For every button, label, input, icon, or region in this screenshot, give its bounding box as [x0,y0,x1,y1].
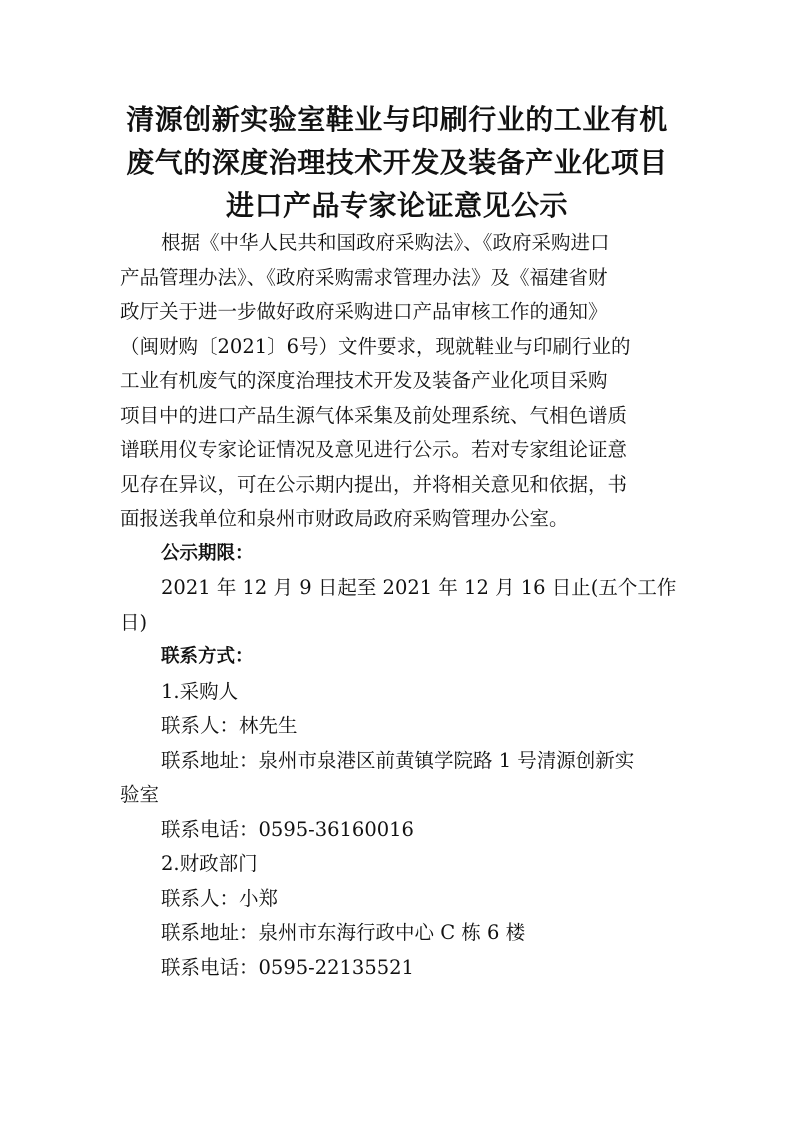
period-line-1: 2021 年 12 月 9 日起至 2021 年 12 月 16 日止(五个工作 [161,576,677,599]
finance-phone: 联系电话：0595-22135521 [161,955,414,979]
intro-line-2: 产品管理办法》、《政府采购需求管理办法》及《福建省财 [120,265,608,289]
intro-line-6: 项目中的进口产品生源气体采集及前处理系统、气相色谱质 [120,403,628,427]
intro-paragraph [120,226,680,537]
contact-heading: 联系方式： [161,646,254,667]
buyer-address-line-2: 验室 [120,783,160,806]
document-title [110,98,684,227]
finance-section-title: 2.财政部门 [161,852,258,875]
intro-line-7: 谱联用仪专家论证情况及意见进行公示。若对专家组论证意 [120,438,628,461]
intro-line-1: 根据《中华人民共和国政府采购法》、《政府采购进口 [161,231,610,254]
buyer-address-line-1: 联系地址：泉州市泉港区前黄镇学院路 1 号清源创新实 [161,748,635,772]
buyer-section-title: 1.采购人 [161,679,239,703]
period-line-2: 日) [120,610,148,634]
title-line-2: 废气的深度治理技术开发及装备产业化项目 [126,146,668,179]
title-line-3: 进口产品专家论证意见公示 [225,189,568,222]
title-line-1: 清源创新实验室鞋业与印刷行业的工业有机 [126,103,668,136]
intro-line-4: （闽财购〔2021〕6号）文件要求，现就鞋业与印刷行业的 [120,334,631,358]
period-heading: 公示期限： [161,542,254,564]
finance-address: 联系地址：泉州市东海行政中心 C 栋 6 楼 [161,921,526,944]
buyer-contact-section [120,675,680,848]
finance-contact-person: 联系人：小郑 [161,886,279,910]
intro-line-3: 政厅关于进一步做好政府采购进口产品审核工作的通知》 [120,300,608,323]
finance-contact-section [120,847,680,985]
buyer-phone: 联系电话：0595-36160016 [161,817,414,841]
buyer-contact-person: 联系人：林先生 [161,714,298,737]
intro-line-5: 工业有机废气的深度治理技术开发及装备产业化项目采购 [120,369,608,392]
intro-line-9: 面报送我单位和泉州市财政局政府采购管理办公室。 [120,507,569,530]
document-body [120,226,680,985]
intro-line-8: 见存在异议，可在公示期内提出，并将相关意见和依据，书 [120,472,628,496]
